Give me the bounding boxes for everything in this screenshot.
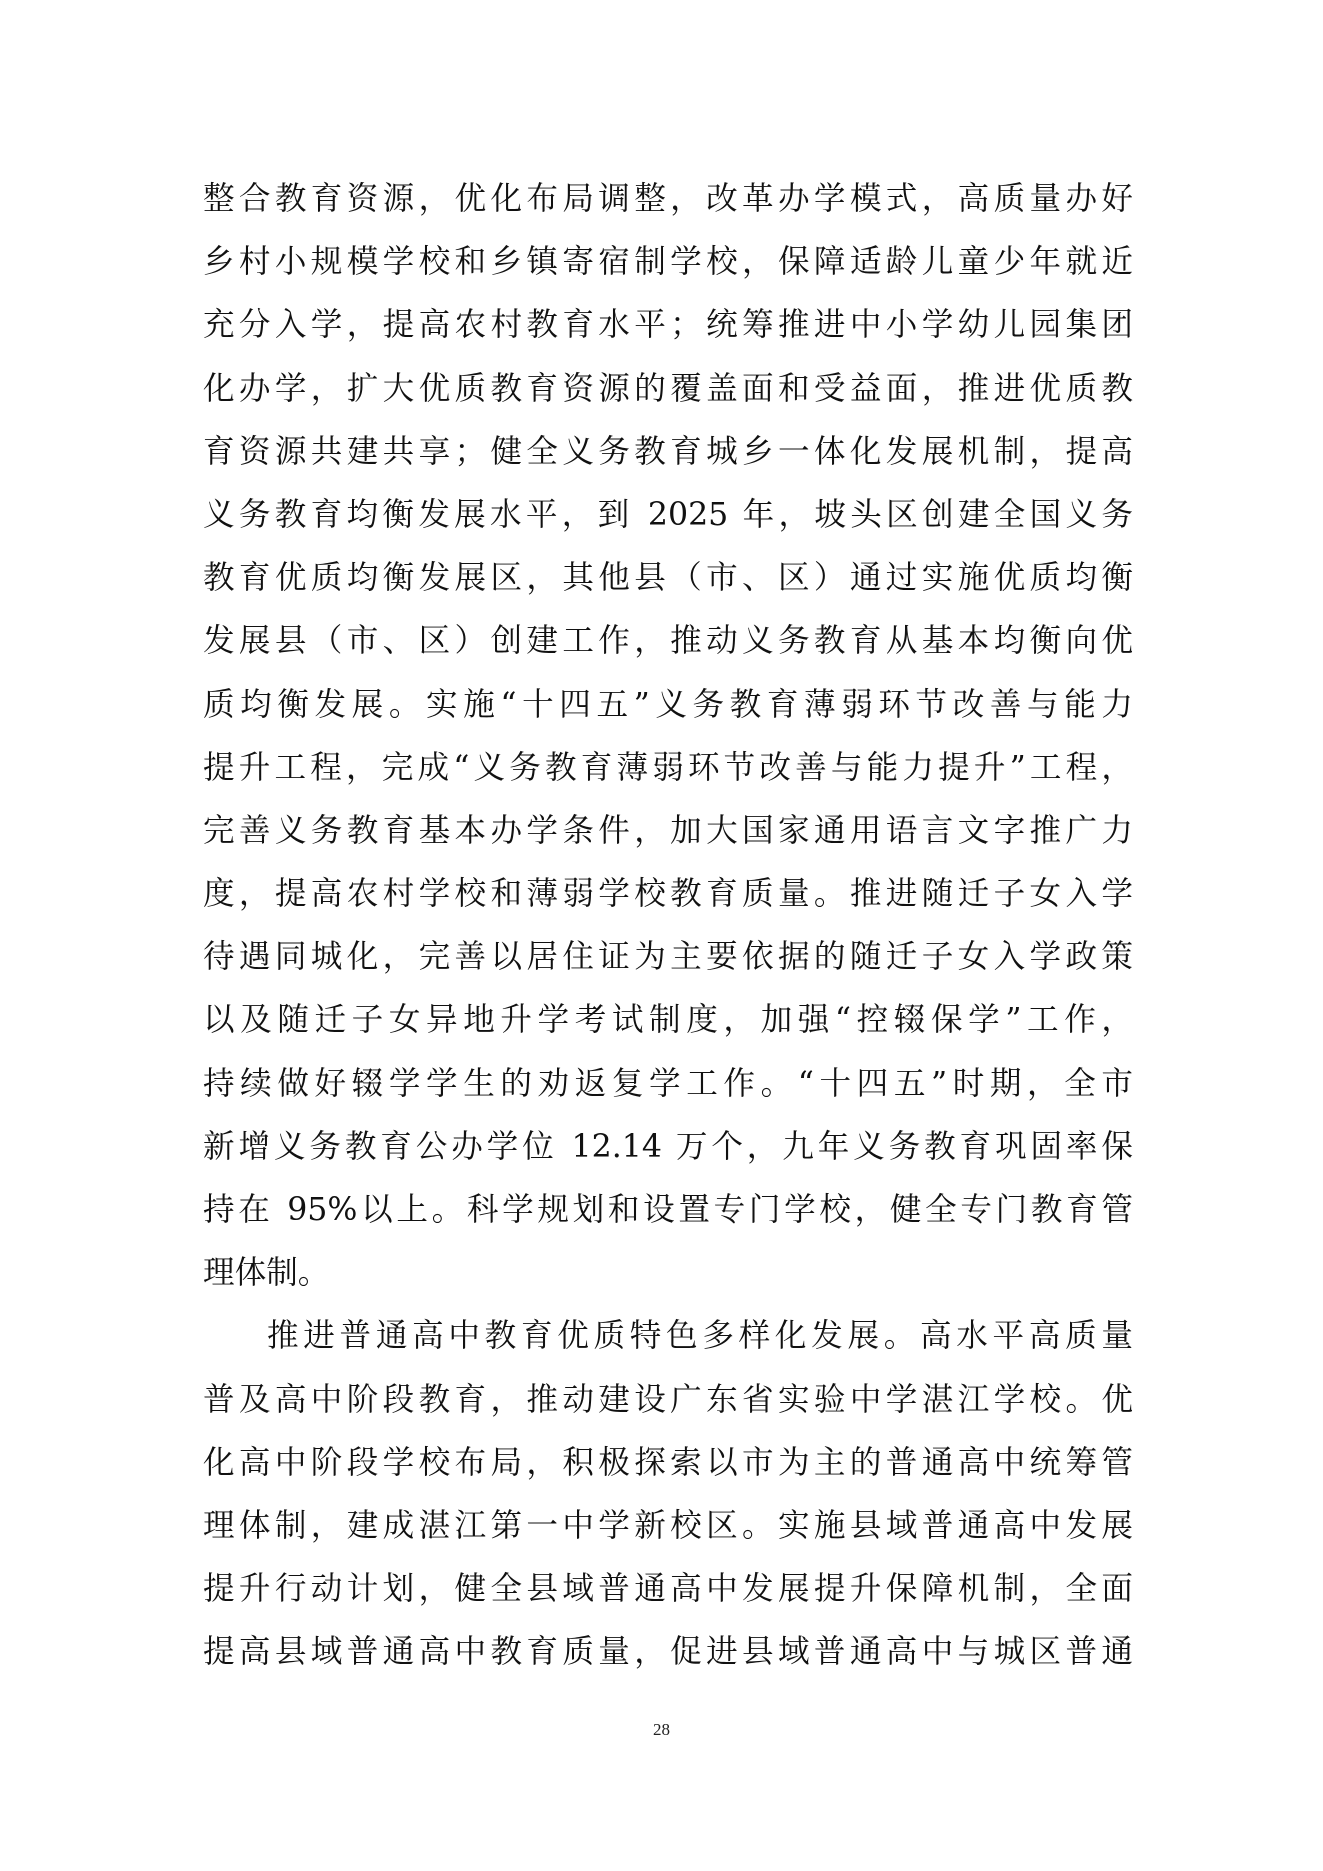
text-line: 理体制。 (203, 1255, 330, 1292)
text-line: 义务教育均衡发展水平，到 2025 年，坡头区创建全国义务 (203, 496, 1133, 533)
text-line: 待遇同城化，完善以居住证为主要依据的随迁子女入学政策 (203, 939, 1133, 976)
paragraph-high-school-education (203, 1305, 1133, 1684)
paragraph-compulsory-education (203, 168, 1133, 1305)
text-line: 育资源共建共享；健全义务教育城乡一体化发展机制，提高 (203, 433, 1133, 470)
text-line: 质均衡发展。实施“十四五”义务教育薄弱环节改善与能力 (203, 686, 1133, 723)
text-line: 发展县（市、区）创建工作，推动义务教育从基本均衡向优 (203, 623, 1133, 660)
text-line: 化高中阶段学校布局，积极探索以市为主的普通高中统筹管 (203, 1444, 1133, 1481)
text-line: 以及随迁子女异地升学考试制度，加强“控辍保学”工作， (203, 1002, 1133, 1039)
text-line: 完善义务教育基本办学条件，加大国家通用语言文字推广力 (203, 812, 1133, 849)
body-text (203, 168, 1133, 1685)
text-line: 提升工程，完成“义务教育薄弱环节改善与能力提升”工程， (203, 749, 1133, 786)
text-line: 新增义务教育公办学位 12.14 万个，九年义务教育巩固率保 (203, 1128, 1133, 1165)
text-line: 化办学，扩大优质教育资源的覆盖面和受益面，推进优质教 (203, 370, 1133, 407)
text-line: 充分入学，提高农村教育水平；统筹推进中小学幼儿园集团 (203, 307, 1133, 344)
text-line: 持续做好辍学学生的劝返复学工作。“十四五”时期，全市 (203, 1065, 1133, 1102)
text-line: 普及高中阶段教育，推动建设广东省实验中学湛江学校。优 (203, 1381, 1133, 1418)
text-line: 教育优质均衡发展区，其他县（市、区）通过实施优质均衡 (203, 560, 1133, 597)
text-line: 提高县域普通高中教育质量，促进县域普通高中与城区普通 (203, 1634, 1133, 1671)
page-number: 28 (653, 1720, 670, 1739)
text-line: 提升行动计划，健全县域普通高中发展提升保障机制，全面 (203, 1571, 1133, 1608)
text-line: 理体制，建成湛江第一中学新校区。实施县域普通高中发展 (203, 1507, 1133, 1544)
text-line: 整合教育资源，优化布局调整，改革办学模式，高质量办好 (203, 181, 1133, 217)
text-line: 推进普通高中教育优质特色多样化发展。高水平高质量 (267, 1318, 1133, 1355)
text-line: 持在 95%以上。科学规划和设置专门学校，健全专门教育管 (203, 1192, 1133, 1228)
text-line: 度，提高农村学校和薄弱学校教育质量。推进随迁子女入学 (203, 876, 1133, 913)
text-line: 乡村小规模学校和乡镇寄宿制学校，保障适龄儿童少年就近 (203, 244, 1133, 281)
